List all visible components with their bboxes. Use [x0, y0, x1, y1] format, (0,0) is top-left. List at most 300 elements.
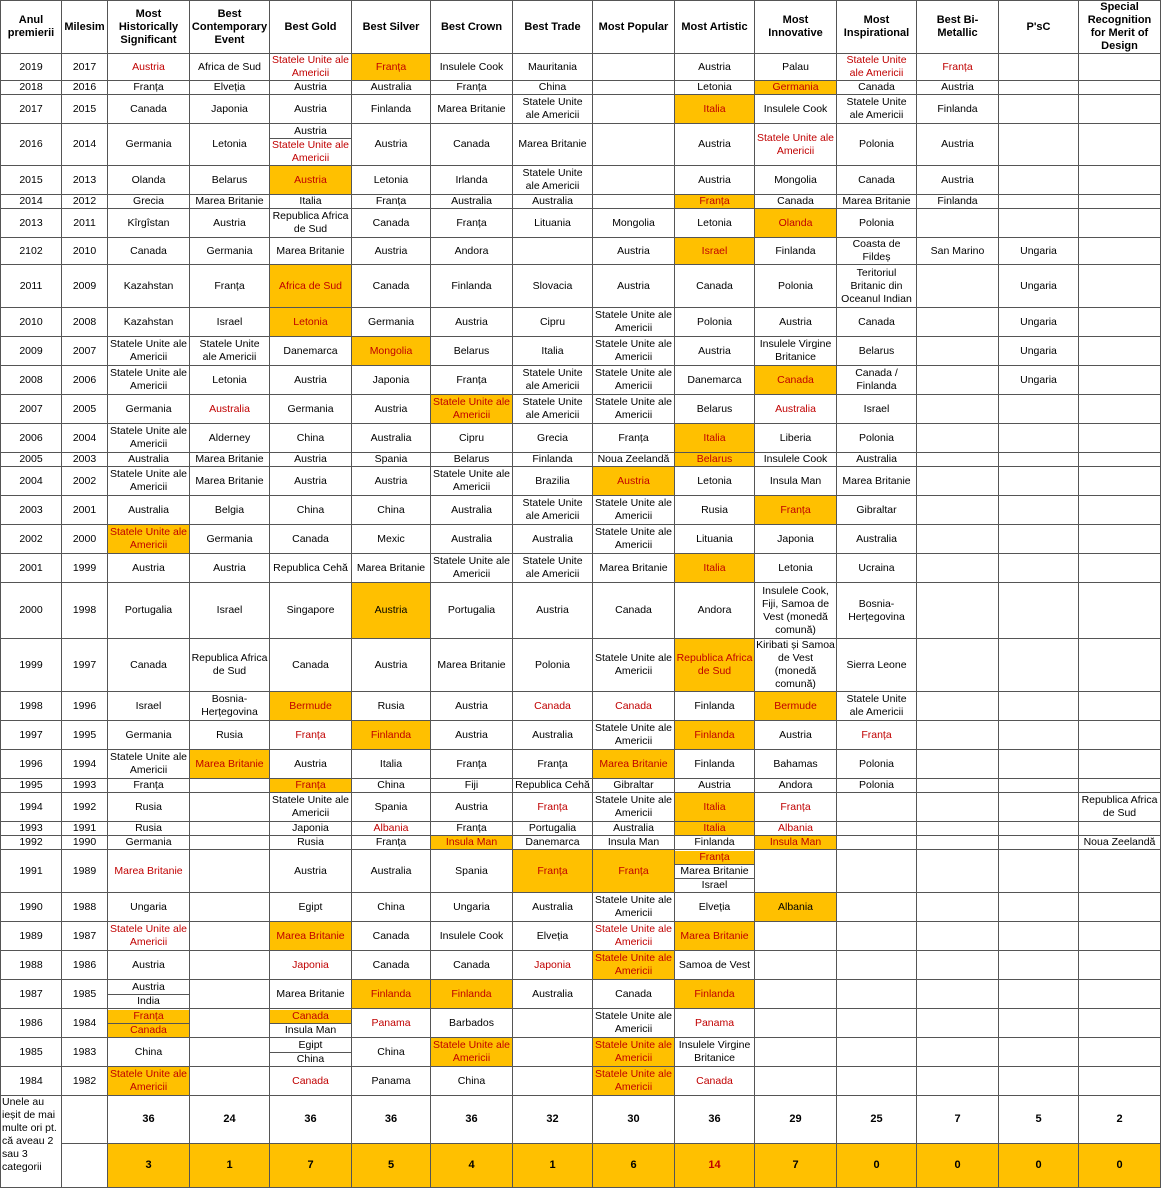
table-cell: Israel	[190, 583, 270, 639]
table-cell: 2000	[62, 525, 108, 554]
table-cell	[999, 951, 1079, 980]
table-cell: Insulele Cook	[431, 54, 513, 81]
table-cell: Insulele Cook	[755, 95, 837, 124]
table-cell: Franța	[837, 721, 917, 750]
table-cell: Statele Unite ale Americii	[108, 467, 190, 496]
table-cell	[917, 265, 999, 308]
table-cell: Canada	[755, 366, 837, 395]
table-cell: Statele Unite ale Americii	[593, 395, 675, 424]
table-cell: Statele Unite ale Americii	[513, 95, 593, 124]
table-cell: 1986	[62, 951, 108, 980]
table-cell: 2009	[62, 265, 108, 308]
table-cell: Canada	[837, 308, 917, 337]
highlight-count: 5	[352, 1144, 431, 1188]
table-cell: Egipt	[270, 893, 352, 922]
table-cell: Marea Britanie	[108, 850, 190, 893]
table-cell: Finlanda	[675, 980, 755, 1009]
table-cell: Franța	[108, 81, 190, 95]
table-cell: Ungaria	[431, 893, 513, 922]
table-row	[1, 721, 1161, 750]
table-cell: 2015	[62, 95, 108, 124]
table-cell: Statele Unite ale Americii	[108, 1067, 190, 1096]
table-cell: Franța	[431, 366, 513, 395]
highlight-count: 0	[837, 1144, 917, 1188]
table-cell	[917, 793, 999, 822]
table-cell: Statele Unite ale Americii	[593, 1009, 675, 1038]
table-cell: Franța	[513, 750, 593, 779]
table-cell: Germania	[352, 308, 431, 337]
table-cell	[917, 525, 999, 554]
table-cell: Republica Cehă	[513, 779, 593, 793]
table-cell: Polonia	[675, 308, 755, 337]
table-cell: Ungaria	[999, 238, 1079, 265]
table-cell	[513, 1009, 593, 1038]
table-cell	[917, 822, 999, 836]
table-row	[1, 238, 1161, 265]
table-cell	[190, 779, 270, 793]
table-cell	[837, 922, 917, 951]
table-cell: Marea Britanie	[837, 467, 917, 496]
table-cell: Franța	[593, 850, 675, 893]
table-cell	[999, 779, 1079, 793]
total-count: 36	[431, 1096, 513, 1144]
table-cell	[1079, 639, 1161, 692]
cell-entry: Franța	[675, 851, 754, 864]
table-cell: 2007	[1, 395, 62, 424]
table-cell: Ungaria	[999, 337, 1079, 366]
table-cell: Statele Unite ale Americii	[108, 525, 190, 554]
table-cell: Republica Africa de Sud	[675, 639, 755, 692]
table-cell: Bahamas	[755, 750, 837, 779]
table-cell: Canada	[675, 1067, 755, 1096]
table-cell	[999, 893, 1079, 922]
table-row	[1, 554, 1161, 583]
table-cell: Republica Africa de Sud	[270, 209, 352, 238]
table-cell: Austria	[431, 793, 513, 822]
total-count: 32	[513, 1096, 593, 1144]
table-cell: Marea Britanie	[190, 467, 270, 496]
table-cell	[1079, 265, 1161, 308]
table-cell: 1996	[62, 692, 108, 721]
table-cell: 1984	[1, 1067, 62, 1096]
table-cell: Ungaria	[999, 308, 1079, 337]
table-cell: Austria	[755, 721, 837, 750]
table-cell: Australia	[431, 195, 513, 209]
table-cell: Letonia	[675, 81, 755, 95]
table-cell: 2014	[1, 195, 62, 209]
table-cell: 2014	[62, 124, 108, 166]
table-cell: Japonia	[755, 525, 837, 554]
table-cell	[917, 750, 999, 779]
table-cell: Austria	[513, 583, 593, 639]
table-cell: Letonia	[755, 554, 837, 583]
table-cell: 2008	[1, 366, 62, 395]
table-cell: Statele Unite ale Americii	[755, 124, 837, 166]
table-cell: Canada	[352, 922, 431, 951]
table-cell: Belarus	[431, 453, 513, 467]
table-row	[1, 922, 1161, 951]
table-cell: 2017	[62, 54, 108, 81]
table-cell: 2011	[62, 209, 108, 238]
table-cell	[190, 922, 270, 951]
table-row	[1, 779, 1161, 793]
table-cell: 1993	[62, 779, 108, 793]
column-header: Most Historically Significant	[108, 1, 190, 54]
table-cell: Marea Britanie	[593, 750, 675, 779]
table-cell: Italia	[513, 337, 593, 366]
table-cell: Polonia	[837, 209, 917, 238]
table-cell: Danemarca	[675, 366, 755, 395]
table-cell: Sierra Leone	[837, 639, 917, 692]
table-cell: Statele Unite ale Americii	[431, 467, 513, 496]
table-cell: China	[270, 496, 352, 525]
table-cell	[513, 238, 593, 265]
table-cell	[1079, 721, 1161, 750]
table-cell: Spania	[352, 793, 431, 822]
table-cell	[1079, 453, 1161, 467]
table-cell: Rusia	[270, 836, 352, 850]
total-count: 25	[837, 1096, 917, 1144]
table-cell	[999, 980, 1079, 1009]
table-cell	[675, 850, 755, 893]
table-cell: Australia	[755, 395, 837, 424]
table-cell: Rusia	[108, 793, 190, 822]
table-cell: Irlanda	[431, 166, 513, 195]
table-cell: Australia	[352, 424, 431, 453]
table-cell: Marea Britanie	[431, 95, 513, 124]
table-cell: Finlanda	[675, 750, 755, 779]
table-cell: 1996	[1, 750, 62, 779]
table-cell: Belarus	[675, 395, 755, 424]
table-cell: Insula Man	[755, 467, 837, 496]
table-cell	[999, 453, 1079, 467]
table-cell: Statele Unite ale Americii	[270, 54, 352, 81]
table-cell	[593, 166, 675, 195]
table-cell: Insulele Virgine Britanice	[755, 337, 837, 366]
table-cell: Panama	[352, 1067, 431, 1096]
table-cell: Japonia	[513, 951, 593, 980]
table-cell	[190, 951, 270, 980]
table-cell	[1079, 922, 1161, 951]
table-cell: 2102	[1, 238, 62, 265]
table-cell: Austria	[917, 166, 999, 195]
total-count: 36	[675, 1096, 755, 1144]
table-cell: Germania	[190, 525, 270, 554]
table-cell: Germania	[108, 721, 190, 750]
table-cell: 2000	[1, 583, 62, 639]
table-cell: Franța	[270, 779, 352, 793]
total-count: 36	[270, 1096, 352, 1144]
table-cell: Marea Britanie	[837, 195, 917, 209]
table-cell: Austria	[270, 95, 352, 124]
table-cell: Finlanda	[352, 721, 431, 750]
table-cell: 1997	[62, 639, 108, 692]
table-cell: Israel	[837, 395, 917, 424]
table-cell	[1079, 951, 1161, 980]
table-cell	[1079, 583, 1161, 639]
table-cell: 1985	[62, 980, 108, 1009]
table-cell: Japonia	[270, 822, 352, 836]
table-row	[1, 166, 1161, 195]
table-cell: Republica Cehă	[270, 554, 352, 583]
table-cell: Austria	[675, 124, 755, 166]
table-cell	[917, 836, 999, 850]
table-cell: Statele Unite ale Americii	[108, 337, 190, 366]
cell-entry: Marea Britanie	[675, 864, 754, 878]
table-cell	[917, 496, 999, 525]
table-cell: Spania	[352, 453, 431, 467]
table-cell	[917, 639, 999, 692]
table-cell	[1079, 424, 1161, 453]
table-cell: Statele Unite ale Americii	[593, 496, 675, 525]
table-cell	[917, 366, 999, 395]
table-cell: China	[352, 496, 431, 525]
table-cell: Germania	[108, 395, 190, 424]
table-cell	[513, 1038, 593, 1067]
table-cell: China	[431, 1067, 513, 1096]
table-cell	[917, 951, 999, 980]
table-cell	[917, 779, 999, 793]
table-cell: Statele Unite ale Americii	[513, 554, 593, 583]
table-cell: Finlanda	[513, 453, 593, 467]
table-cell: Marea Britanie	[675, 922, 755, 951]
table-cell: Italia	[352, 750, 431, 779]
table-cell: Finlanda	[917, 195, 999, 209]
table-cell	[108, 980, 190, 1009]
table-cell: Statele Unite ale Americii	[593, 525, 675, 554]
table-cell: Insulele Cook, Fiji, Samoa de Vest (monedă comună)	[755, 583, 837, 639]
table-cell: Statele Unite ale Americii	[108, 750, 190, 779]
table-cell	[1079, 692, 1161, 721]
table-cell: Polonia	[837, 424, 917, 453]
table-row	[1, 951, 1161, 980]
table-cell	[1079, 81, 1161, 95]
table-cell: Japonia	[270, 951, 352, 980]
table-row	[1, 583, 1161, 639]
table-cell	[1079, 195, 1161, 209]
table-cell: 2001	[1, 554, 62, 583]
table-cell: Franța	[270, 721, 352, 750]
table-cell: Canada	[108, 238, 190, 265]
highlight-count: 7	[270, 1144, 352, 1188]
table-cell	[917, 554, 999, 583]
table-row	[1, 124, 1161, 166]
table-cell: Austria	[352, 467, 431, 496]
table-cell: Australia	[513, 195, 593, 209]
table-cell: Finlanda	[431, 265, 513, 308]
table-cell: 2004	[62, 424, 108, 453]
table-cell: 1993	[1, 822, 62, 836]
table-cell: Australia	[837, 525, 917, 554]
table-cell: 2004	[1, 467, 62, 496]
table-cell	[190, 793, 270, 822]
table-cell: Elveția	[190, 81, 270, 95]
table-cell	[999, 639, 1079, 692]
table-cell: Albania	[755, 893, 837, 922]
table-cell	[270, 124, 352, 166]
table-cell: 1984	[62, 1009, 108, 1038]
table-cell: Germania	[270, 395, 352, 424]
cell-entry: Canada	[108, 1023, 189, 1037]
table-cell: 2006	[1, 424, 62, 453]
table-cell: Mongolia	[755, 166, 837, 195]
table-cell: Republica Africa de Sud	[190, 639, 270, 692]
table-cell	[1079, 95, 1161, 124]
table-cell: Portugalia	[513, 822, 593, 836]
total-count: 7	[917, 1096, 999, 1144]
table-cell	[837, 980, 917, 1009]
table-cell: 2003	[62, 453, 108, 467]
table-row	[1, 1009, 1161, 1038]
table-cell: 1986	[1, 1009, 62, 1038]
table-cell: Austria	[270, 850, 352, 893]
table-cell: Statele Unite ale Americii	[431, 1038, 513, 1067]
table-cell	[837, 793, 917, 822]
table-cell	[755, 1009, 837, 1038]
table-cell: Finlanda	[755, 238, 837, 265]
table-cell: Insulele Cook	[755, 453, 837, 467]
table-cell: 1987	[62, 922, 108, 951]
table-cell	[917, 337, 999, 366]
cell-entry: Austria	[294, 124, 327, 137]
table-cell: 2019	[1, 54, 62, 81]
table-cell	[837, 951, 917, 980]
table-cell: 1997	[1, 721, 62, 750]
table-cell: Franța	[431, 822, 513, 836]
table-cell	[917, 1009, 999, 1038]
table-cell: Spania	[431, 850, 513, 893]
table-cell: 2008	[62, 308, 108, 337]
table-cell: Bermude	[270, 692, 352, 721]
table-cell: Statele Unite ale Americii	[837, 54, 917, 81]
table-cell: Polonia	[755, 265, 837, 308]
table-cell: Panama	[675, 1009, 755, 1038]
table-cell: Austria	[352, 639, 431, 692]
table-cell: Canada	[431, 951, 513, 980]
table-row	[1, 265, 1161, 308]
table-cell	[1079, 166, 1161, 195]
table-cell: Mongolia	[352, 337, 431, 366]
table-cell: Cipru	[431, 424, 513, 453]
table-cell	[190, 1009, 270, 1038]
table-cell: Olanda	[755, 209, 837, 238]
table-cell: Australia	[837, 453, 917, 467]
table-row	[1, 209, 1161, 238]
table-row	[1, 467, 1161, 496]
table-cell: Austria	[108, 951, 190, 980]
table-cell	[917, 395, 999, 424]
highlight-count: 7	[755, 1144, 837, 1188]
table-cell: Franța	[513, 793, 593, 822]
table-cell: 1982	[62, 1067, 108, 1096]
table-cell: Bosnia-Herțegovina	[837, 583, 917, 639]
table-cell: Portugalia	[431, 583, 513, 639]
table-cell: Statele Unite ale Americii	[270, 793, 352, 822]
column-header: Best Silver	[352, 1, 431, 54]
table-cell: Palau	[755, 54, 837, 81]
table-cell: 2015	[1, 166, 62, 195]
table-cell: Statele Unite ale Americii	[837, 95, 917, 124]
table-cell: Statele Unite ale Americii	[593, 366, 675, 395]
table-cell: Austria	[270, 166, 352, 195]
table-cell: Panama	[352, 1009, 431, 1038]
table-cell: Canada	[593, 980, 675, 1009]
table-cell: 2002	[62, 467, 108, 496]
table-cell: Belarus	[431, 337, 513, 366]
table-cell: Polonia	[837, 779, 917, 793]
table-cell: Australia	[513, 721, 593, 750]
table-cell: Austria	[270, 453, 352, 467]
table-cell: 2007	[62, 337, 108, 366]
table-cell: 2002	[1, 525, 62, 554]
table-cell: Finlanda	[352, 980, 431, 1009]
table-cell	[1079, 1067, 1161, 1096]
table-cell	[917, 1067, 999, 1096]
table-cell: Barbados	[431, 1009, 513, 1038]
table-cell: Brazilia	[513, 467, 593, 496]
column-header: P'sC	[999, 1, 1079, 54]
table-cell	[1079, 467, 1161, 496]
table-cell	[755, 980, 837, 1009]
table-cell: Letonia	[352, 166, 431, 195]
table-cell: Grecia	[513, 424, 593, 453]
highlight-count: 1	[513, 1144, 593, 1188]
table-cell: Austria	[352, 583, 431, 639]
table-cell: Finlanda	[675, 721, 755, 750]
column-header: Best Contemporary Event	[190, 1, 270, 54]
table-cell	[999, 467, 1079, 496]
table-cell: Canada	[593, 692, 675, 721]
table-cell: Rusia	[108, 822, 190, 836]
table-cell: Canada	[108, 639, 190, 692]
highlight-count-row	[1, 1144, 1161, 1188]
table-cell: Teritoriul Britanic din Oceanul Indian	[837, 265, 917, 308]
table-cell: Australia	[513, 980, 593, 1009]
table-cell	[837, 1009, 917, 1038]
table-cell: Austria	[675, 779, 755, 793]
table-cell: Japonia	[352, 366, 431, 395]
table-cell: Albania	[352, 822, 431, 836]
table-cell: Grecia	[108, 195, 190, 209]
table-cell	[1079, 1038, 1161, 1067]
table-cell: Statele Unite ale Americii	[593, 793, 675, 822]
table-cell	[1079, 238, 1161, 265]
table-cell: Australia	[513, 893, 593, 922]
table-cell	[837, 893, 917, 922]
table-cell: Africa de Sud	[190, 54, 270, 81]
table-cell	[917, 721, 999, 750]
table-cell	[999, 750, 1079, 779]
footnote: Unele au ieșit de mai multe ori pt. că aveau 2 sau 3 categorii	[1, 1096, 62, 1188]
table-cell	[1079, 209, 1161, 238]
table-cell: 2009	[1, 337, 62, 366]
table-cell: Austria	[431, 308, 513, 337]
highlight-count: 1	[190, 1144, 270, 1188]
table-cell: Marea Britanie	[190, 453, 270, 467]
cell-entry: Franța	[108, 1010, 189, 1023]
table-cell	[108, 1009, 190, 1038]
table-row	[1, 366, 1161, 395]
cell-entry: China	[270, 1052, 351, 1066]
table-cell: Franța	[593, 424, 675, 453]
table-cell	[1079, 124, 1161, 166]
table-cell: Canada	[270, 639, 352, 692]
table-cell: Ungaria	[999, 366, 1079, 395]
table-cell: 2005	[62, 395, 108, 424]
table-cell: China	[352, 893, 431, 922]
table-cell: Franța	[755, 496, 837, 525]
table-cell	[999, 850, 1079, 893]
